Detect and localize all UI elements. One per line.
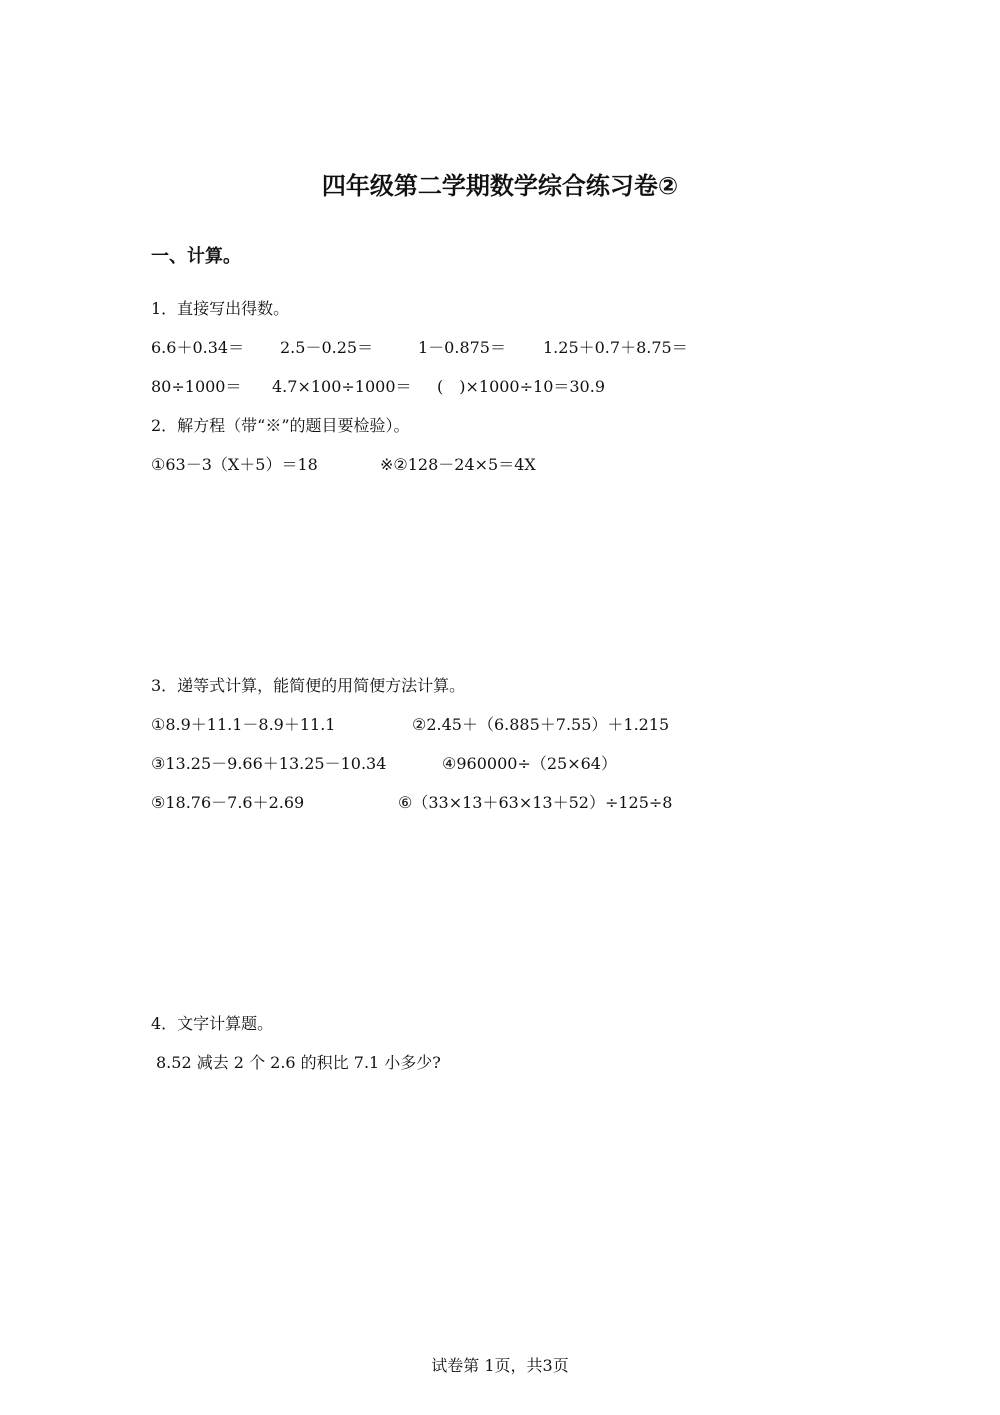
q1-prompt: 1．直接写出得数。 <box>151 299 290 318</box>
q3-prompt: 3．递等式计算，能简便的用简便方法计算。 <box>151 676 466 695</box>
q1-expression: 1－0.875＝ <box>418 338 506 357</box>
q1-expression: 2.5－0.25＝ <box>280 338 374 357</box>
q2-equation: ※②128－24×5＝4X <box>380 455 536 474</box>
q1-expression: 1.25＋0.7＋8.75＝ <box>543 338 688 357</box>
q1-expression: 4.7×100÷1000＝ <box>272 377 412 396</box>
q4-prompt: 4．文字计算题。 <box>151 1014 274 1033</box>
q3-expression: ②2.45＋（6.885＋7.55）＋1.215 <box>412 715 670 734</box>
page-title: 四年级第二学期数学综合练习卷② <box>321 172 679 200</box>
q2-equation: ①63－3（X＋5）＝18 <box>151 455 318 474</box>
section-heading-calculation: 一、计算。 <box>151 246 241 267</box>
q1-expression: ( )×1000÷10＝30.9 <box>437 377 606 396</box>
q1-expression: 80÷1000＝ <box>151 377 242 396</box>
page-footer: 试卷第 1页，共3页 <box>431 1356 569 1375</box>
q2-prompt: 2．解方程（带“※”的题目要检验）。 <box>151 416 410 435</box>
q3-expression: ⑤18.76－7.6＋2.69 <box>151 793 305 812</box>
q1-expression: 6.6＋0.34＝ <box>151 338 245 357</box>
q4-question: 8.52 减去 2 个 2.6 的积比 7.1 小多少? <box>156 1053 441 1072</box>
q3-expression: ③13.25－9.66＋13.25－10.34 <box>151 754 387 773</box>
q3-expression: ⑥（33×13＋63×13＋52）÷125÷8 <box>398 793 673 812</box>
q3-expression: ①8.9＋11.1－8.9＋11.1 <box>151 715 336 734</box>
q3-expression: ④960000÷（25×64） <box>442 754 617 773</box>
